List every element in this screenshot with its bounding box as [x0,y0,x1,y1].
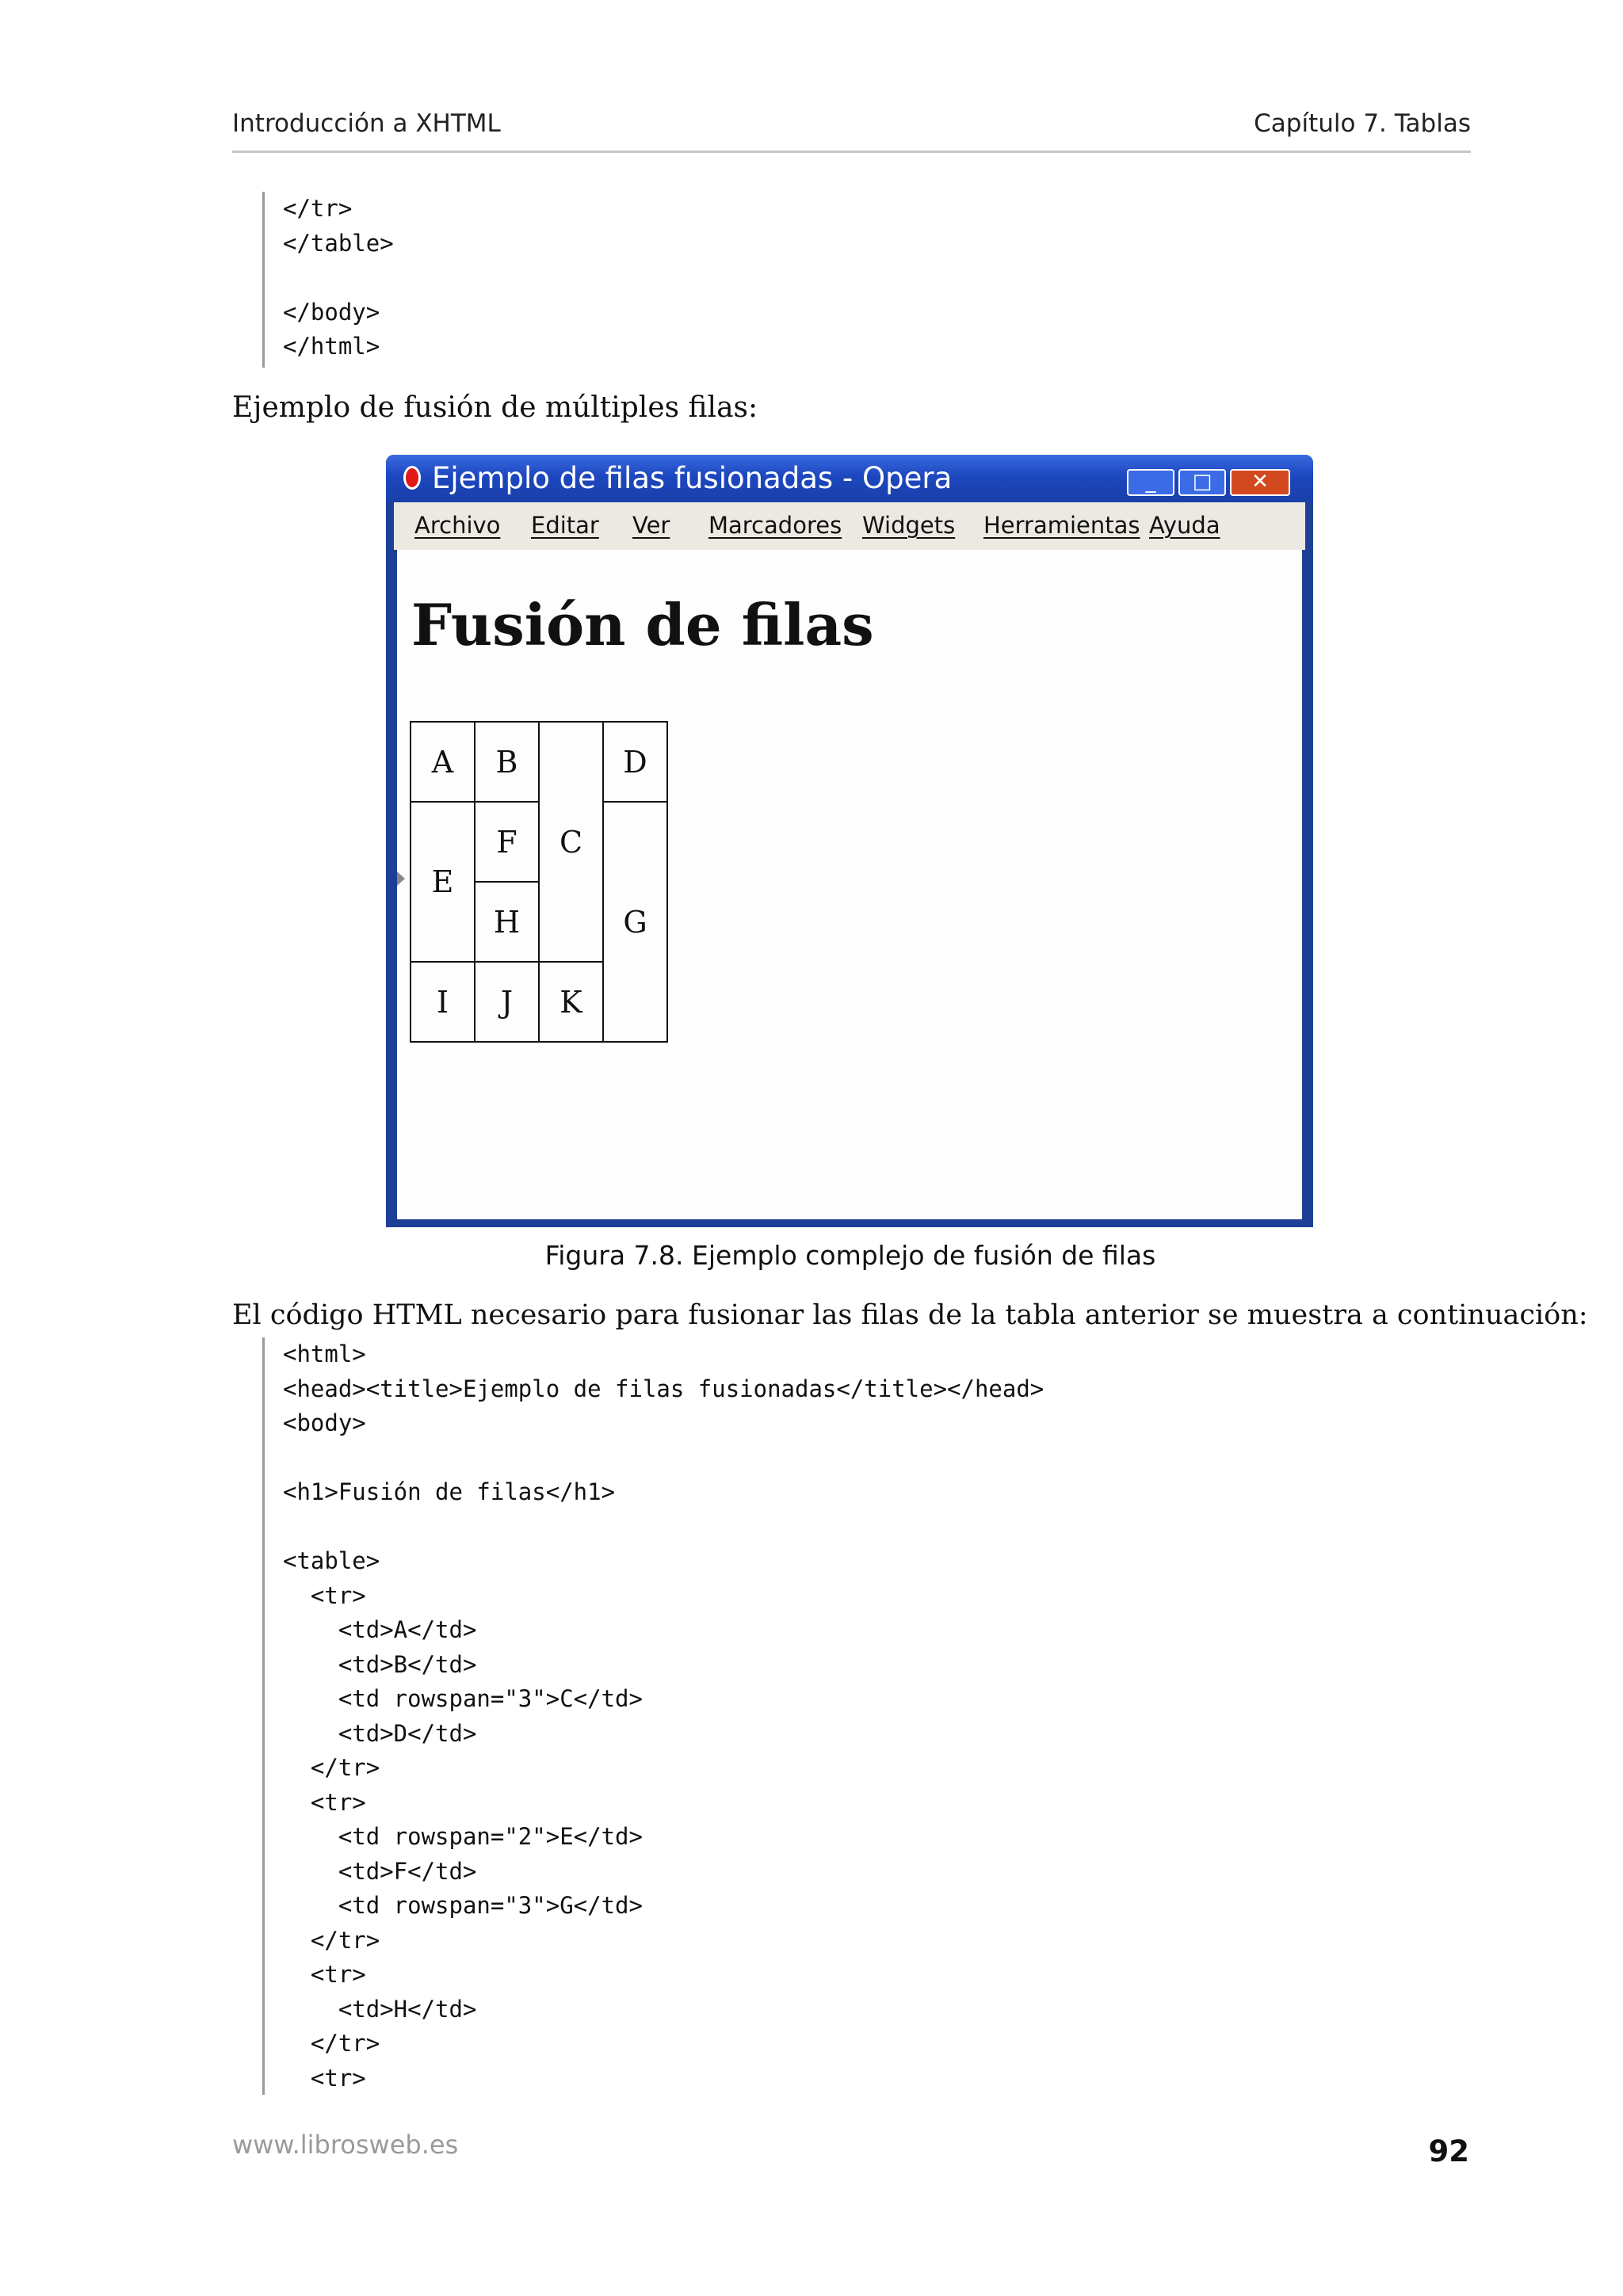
menu-item-ver[interactable]: Ver [632,512,670,539]
page-header [232,109,1471,153]
table-cell-i: I [411,962,475,1042]
table-cell-j: J [475,962,539,1042]
window-title: Ejemplo de filas fusionadas - Opera [432,461,953,495]
maximize-button[interactable]: □ [1178,469,1226,496]
footer-url[interactable]: www.librosweb.es [232,2130,459,2160]
page-number: 92 [1428,2134,1469,2168]
menu-item-widgets[interactable]: Widgets [862,512,956,539]
table-cell-h: H [475,882,539,962]
menu-item-archivo[interactable]: Archivo [414,512,501,539]
code-block-top: </tr> </table> </body> </html> [262,192,394,368]
arrow-marker-icon [397,871,405,886]
table-cell-d: D [603,722,667,802]
rowspan-table [410,721,668,1043]
code-block-main: <html> <head><title>Ejemplo de filas fusionadas</title></head> <body> <h1>Fusión de filas</h1> <table> <tr> <td>A</td> <td>B</td> <td rowspan="3">C</td> <td>D</td> </tr> <tr> <td rowspan="2">E</td> <td>F</td> <td rowspan="3">G</td> </tr> <tr> <td>H</td> </tr> <tr> [262,1337,1044,2095]
menu-item-marcadores[interactable]: Marcadores [708,512,842,539]
paragraph-code-intro: El código HTML necesario para fusionar las filas de la tabla anterior se muestra a continuación: [232,1299,1588,1331]
table-cell-a: A [411,722,475,802]
menu-item-ayuda[interactable]: Ayuda [1149,512,1220,539]
table-cell-k: K [539,962,603,1042]
opera-browser-window [386,455,1313,1227]
paragraph-intro: Ejemplo de fusión de múltiples filas: [232,391,758,424]
opera-logo-icon [403,466,421,490]
table-cell-b: B [475,722,539,802]
menu-bar [394,502,1305,550]
table-cell-c: C [539,722,603,962]
page-content-area [397,550,1302,1219]
table-cell-f: F [475,802,539,882]
menu-item-editar[interactable]: Editar [531,512,599,539]
figure-caption: Figura 7.8. Ejemplo complejo de fusión de filas [544,1240,1156,1271]
close-button[interactable]: ✕ [1230,469,1290,496]
menu-item-herramientas[interactable]: Herramientas [983,512,1140,539]
minimize-button[interactable]: _ [1127,469,1174,496]
page-heading: Fusión de filas [411,591,874,658]
header-chapter-title: Capítulo 7. Tablas [1254,109,1471,138]
header-book-title: Introducción a XHTML [232,109,501,138]
table-cell-g: G [603,802,667,1042]
table-cell-e: E [411,802,475,962]
window-titlebar[interactable] [386,455,1313,502]
